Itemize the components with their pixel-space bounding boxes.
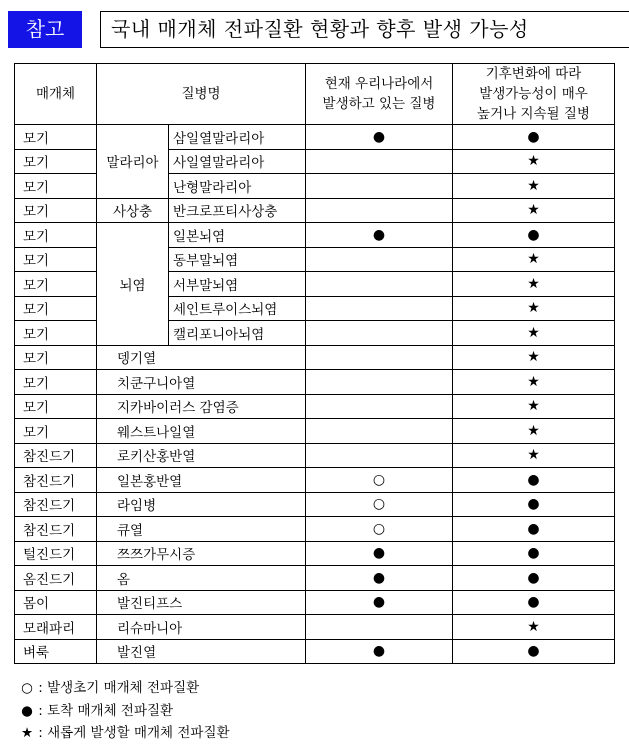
legend-symbol: ○ [21,680,33,696]
current-status-cell [306,174,453,199]
vector-cell: 모기 [15,149,97,174]
future-status-cell: ★ [453,394,615,419]
disease-cell: 뎅기열 [97,345,306,370]
future-status-cell: ● [453,590,615,615]
disease-cell: 큐열 [97,517,306,542]
legend-text: : 발생초기 매개체 전파질환 [38,680,200,696]
current-status-cell: ○ [306,468,453,493]
current-status-cell [306,149,453,174]
current-status-cell [306,272,453,297]
disease-cell: 라임병 [97,492,306,517]
current-status-cell [306,443,453,468]
current-status-cell: ● [306,590,453,615]
future-status-cell: ● [453,223,615,248]
disease-cell: 일본뇌염 [169,223,306,248]
disease-cell: 로키산홍반열 [97,443,306,468]
table-row [15,223,615,248]
header-current [306,64,453,125]
disease-cell: 쯔쯔가무시증 [97,541,306,566]
legend-text: : 토착 매개체 전파질환 [38,703,174,719]
legend-symbol: ● [21,703,33,719]
disease-cell: 일본홍반열 [97,468,306,493]
disease-cell: 치쿤구니아열 [97,370,306,395]
page-title: 국내 매개체 전파질환 현황과 향후 발생 가능성 [100,11,629,48]
future-status-cell: ★ [453,419,615,444]
future-status-cell: ● [453,541,615,566]
future-status-cell: ● [453,517,615,542]
table-row [15,492,615,517]
future-status-cell: ● [453,566,615,591]
disease-cell: 세인트루이스뇌염 [169,296,306,321]
vector-cell: 참진드기 [15,517,97,542]
table-row [15,615,615,640]
current-status-cell: ● [306,223,453,248]
future-status-cell: ● [453,468,615,493]
legend-text: : 새롭게 발생할 매개체 전파질환 [38,725,230,741]
current-status-cell [306,247,453,272]
header-future [453,64,615,125]
header-current-line: 발생하고 있는 질병 [322,96,436,112]
vector-cell: 참진드기 [15,443,97,468]
future-status-cell: ★ [453,443,615,468]
disease-cell: 발진열 [97,639,306,664]
header-future-line: 기후변화에 따라 [485,66,582,82]
future-status-cell: ★ [453,174,615,199]
current-status-cell [306,615,453,640]
table-row [15,517,615,542]
disease-cell: 지카바이러스 감염증 [97,394,306,419]
future-status-cell: ● [453,639,615,664]
table-row [15,590,615,615]
legend-item [20,699,173,719]
current-status-cell [306,345,453,370]
future-status-cell: ★ [453,272,615,297]
table-row [15,566,615,591]
current-status-cell: ● [306,125,453,150]
disease-group-cell: 사상충 [97,198,169,223]
vector-cell: 모기 [15,345,97,370]
table-row [15,639,615,664]
legend-symbol: ★ [20,725,34,741]
future-status-cell: ★ [453,615,615,640]
table-row [15,125,615,150]
disease-cell: 사일열말라리아 [169,149,306,174]
vector-cell: 모래파리 [15,615,97,640]
current-status-cell: ● [306,639,453,664]
future-status-cell: ● [453,125,615,150]
legend-item [20,721,230,741]
header-current-line: 현재 우리나라에서 [324,76,434,92]
future-status-cell: ★ [453,198,615,223]
future-status-cell: ● [453,492,615,517]
current-status-cell: ○ [306,517,453,542]
vector-cell: 모기 [15,247,97,272]
disease-table [14,63,615,664]
header-future-line: 높거나 지속될 질병 [477,106,590,122]
vector-cell: 모기 [15,394,97,419]
disease-group-cell: 말라리아 [97,125,169,199]
reference-badge: 참고 [8,11,82,48]
disease-cell: 삼일열말라리아 [169,125,306,150]
current-status-cell: ● [306,566,453,591]
current-status-cell [306,198,453,223]
vector-cell: 모기 [15,272,97,297]
vector-cell: 참진드기 [15,468,97,493]
vector-cell: 모기 [15,370,97,395]
current-status-cell: ○ [306,492,453,517]
current-status-cell [306,419,453,444]
header-future-line: 발생가능성이 매우 [479,86,588,102]
header-disease: 질병명 [97,64,306,125]
disease-cell: 리슈마니아 [97,615,306,640]
table-row [15,419,615,444]
vector-cell: 모기 [15,321,97,346]
table-row [15,541,615,566]
future-status-cell: ★ [453,296,615,321]
disease-group-cell: 뇌염 [97,223,169,346]
vector-cell: 참진드기 [15,492,97,517]
disease-cell: 웨스트나일열 [97,419,306,444]
table-row [15,394,615,419]
table-row [15,370,615,395]
table-header-row [15,64,615,125]
table-row [15,443,615,468]
vector-cell: 모기 [15,198,97,223]
current-status-cell [306,321,453,346]
vector-cell: 벼룩 [15,639,97,664]
future-status-cell: ★ [453,247,615,272]
disease-cell: 옴 [97,566,306,591]
disease-cell: 동부말뇌염 [169,247,306,272]
header-vector: 매개체 [15,64,97,125]
future-status-cell: ★ [453,321,615,346]
table-row [15,468,615,493]
future-status-cell: ★ [453,149,615,174]
disease-cell: 캘리포니아뇌염 [169,321,306,346]
vector-cell: 모기 [15,419,97,444]
current-status-cell: ● [306,541,453,566]
table-row [15,198,615,223]
vector-cell: 모기 [15,223,97,248]
vector-cell: 모기 [15,174,97,199]
current-status-cell [306,394,453,419]
vector-cell: 털진드기 [15,541,97,566]
vector-cell: 몸이 [15,590,97,615]
vector-cell: 옴진드기 [15,566,97,591]
vector-cell: 모기 [15,125,97,150]
vector-cell: 모기 [15,296,97,321]
current-status-cell [306,370,453,395]
disease-cell: 서부말뇌염 [169,272,306,297]
table-row [15,345,615,370]
future-status-cell: ★ [453,345,615,370]
current-status-cell [306,296,453,321]
disease-cell: 반크로프티사상충 [169,198,306,223]
future-status-cell: ★ [453,370,615,395]
legend-item [20,676,199,696]
disease-cell: 난형말라리아 [169,174,306,199]
disease-cell: 발진티프스 [97,590,306,615]
